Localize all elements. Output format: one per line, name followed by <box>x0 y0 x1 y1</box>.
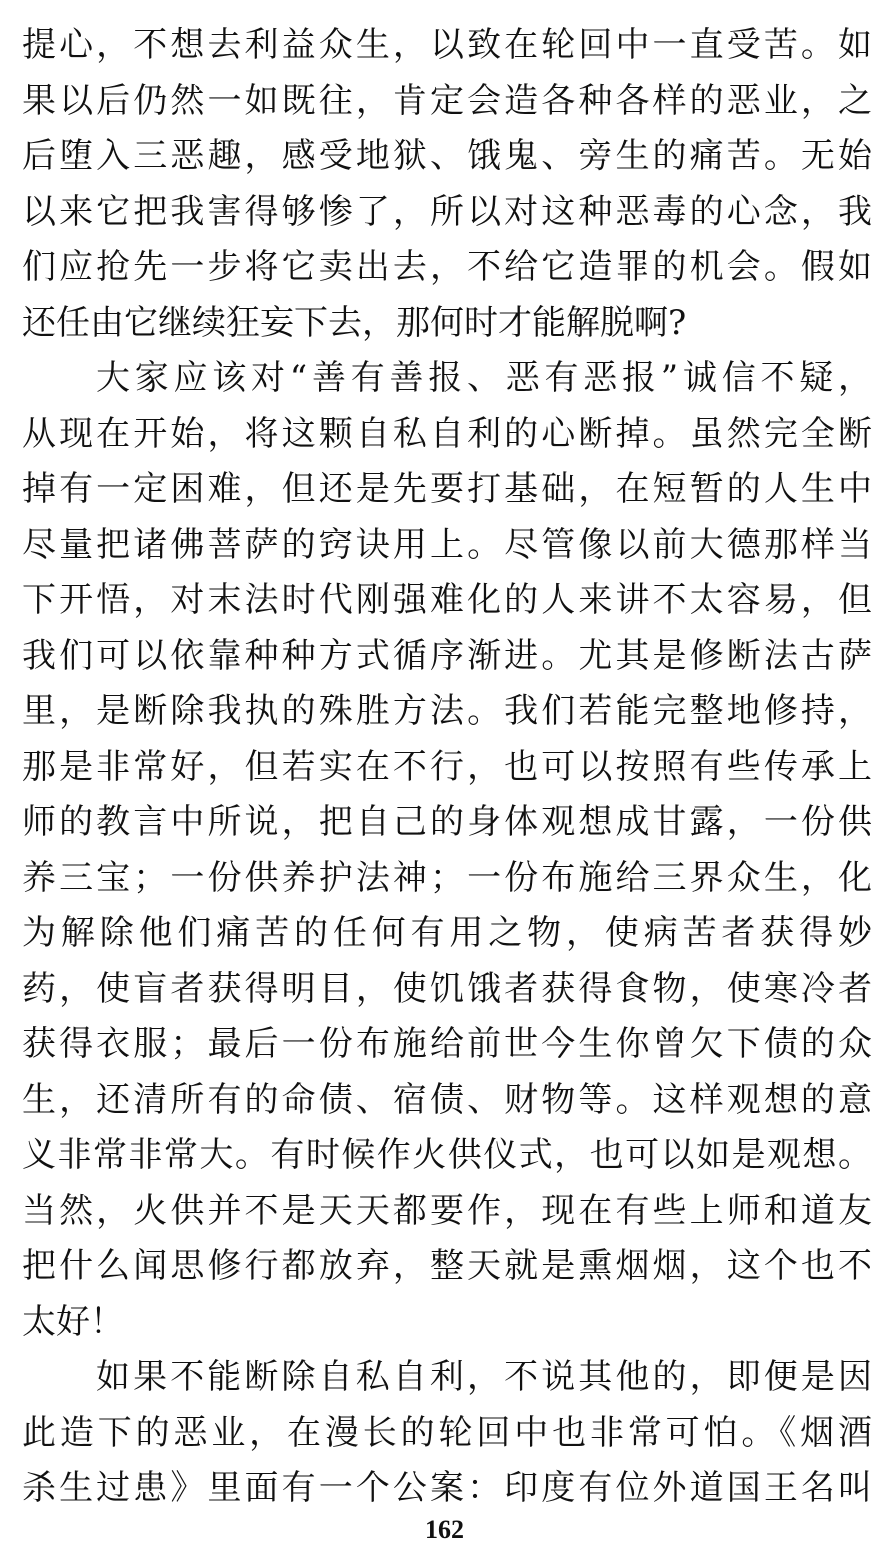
text-line: 我们可以依靠种种方式循序渐进。尤其是修断法古萨 <box>22 635 872 676</box>
text-line: 掉有一定困难，但还是先要打基础，在短暂的人生中 <box>22 469 872 509</box>
text-line: 获得衣服；最后一份布施给前世今生你曾欠下债的众 <box>22 1024 872 1064</box>
text-line: 药，使盲者获得明目，使饥饿者获得食物，使寒冷者 <box>22 968 872 1009</box>
text-line: 那是非常好，但若实在不行，也可以按照有些传承上 <box>22 746 872 787</box>
text-line: 为解除他们痛苦的任何有用之物，使病苦者获得妙 <box>22 913 872 953</box>
text-line: 尽量把诸佛菩萨的窍诀用上。尽管像以前大德那样当 <box>22 524 872 565</box>
page-number: 162 <box>425 1515 464 1544</box>
text-line: 提心，不想去利益众生，以致在轮回中一直受苦。如 <box>22 25 872 65</box>
text-line: 当然，火供并不是天天都要作，现在有些上师和道友 <box>22 1190 872 1231</box>
text-line: 还任由它继续狂妄下去，那何时才能解脱啊? <box>22 302 687 343</box>
text-line: 果以后仍然一如既往，肯定会造各种各样的恶业，之 <box>22 80 872 121</box>
text-line: 下开悟，对末法时代刚强难化的人来讲不太容易，但 <box>22 580 872 620</box>
text-line: 养三宝；一份供养护法神；一份布施给三界众生，化 <box>22 857 872 898</box>
text-line: 后堕入三恶趣，感受地狱、饿鬼、旁生的痛苦。无始 <box>22 136 872 176</box>
text-line: 此造下的恶业，在漫长的轮回中也非常可怕。《烟酒 <box>22 1412 872 1453</box>
text-line: 太好！ <box>22 1301 124 1342</box>
text-line: 以来它把我害得够惨了，所以对这种恶毒的心念，我 <box>22 191 872 232</box>
text-line: 生，还清所有的命债、宿债、财物等。这样观想的意 <box>22 1079 872 1120</box>
paragraph-start-line: 大家应该对“善有善报、恶有恶报”诚信不疑， <box>96 358 872 398</box>
text-line: 义非常非常大。有时候作火供仪式，也可以如是观想。 <box>22 1135 872 1175</box>
text-line: 里，是断除我执的殊胜方法。我们若能完整地修持， <box>22 691 872 731</box>
text-line: 把什么闻思修行都放弃，整天就是熏烟烟，这个也不 <box>22 1246 872 1286</box>
text-line: 从现在开始，将这颗自私自利的心断掉。虽然完全断 <box>22 413 872 454</box>
text-line: 杀生过患》里面有一个公案：印度有位外道国王名叫 <box>22 1468 872 1508</box>
paragraph-start-line: 如果不能断除自私自利，不说其他的，即便是因 <box>96 1357 872 1397</box>
text-line: 们应抢先一步将它卖出去，不给它造罪的机会。假如 <box>22 247 872 287</box>
text-line: 师的教言中所说，把自己的身体观想成甘露，一份供 <box>22 802 872 842</box>
body-text <box>22 18 872 1517</box>
